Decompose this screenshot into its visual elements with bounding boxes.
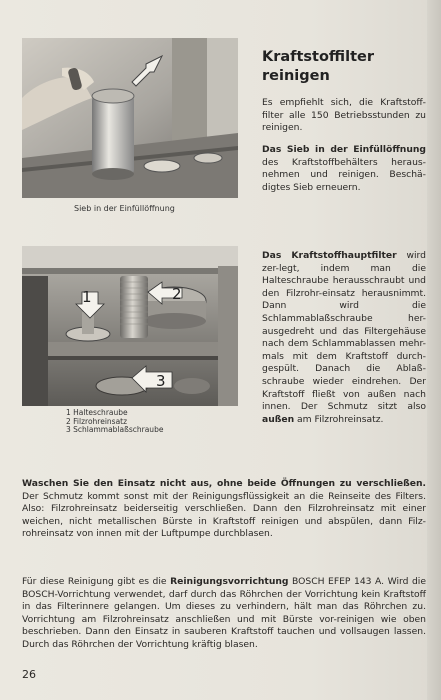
main-filter-bold-lead: Das Kraftstoffhauptfilter <box>262 250 397 261</box>
photo-sieve-caption: Sieb in der Einfüllöffnung <box>74 204 175 213</box>
callout-label-1: 1 <box>82 288 92 306</box>
device-bold: Reinigungsvorrichtung <box>170 576 289 587</box>
intro-paragraph: Es empfiehlt sich, die Kraftstoff-filter alle 150 Betriebsstunden zu reinigen. <box>262 97 426 134</box>
photo-sieve <box>22 38 238 198</box>
sieve-bold-lead: Das Sieb in der Einfüllöffnung <box>262 144 426 155</box>
sieve-paragraph <box>262 144 426 194</box>
page-edge-shadow <box>427 0 441 700</box>
main-filter-text-end: am Filzrohreinsatz. <box>297 413 384 425</box>
heading-line-2: reinigen <box>262 68 330 84</box>
main-filter-text: wird zer-legt, indem man die Halteschraube herausschraubt und den Filzrohr-einsatz herausnimmt. Dann wird die Schlammablaßschraube her-ausgedreht und das Filtergehäuse nach dem Schlammablassen mehr-mals mit dem Kraftstoff durch-gespült. Danach die Ablaß-schraube wieder eindrehen. Der Kraftstoff fließt von außen nach innen. Der Schmutz sitzt also <box>262 250 426 413</box>
main-filter-bold-end: außen <box>262 413 295 425</box>
main-filter-paragraph <box>262 250 426 426</box>
photo-filter-legend <box>66 409 163 435</box>
photo-main-filter <box>22 246 238 406</box>
device-text-before: Für diese Reinigung gibt es die <box>22 576 167 587</box>
legend-item-2: 2 Filzrohreinsatz <box>66 416 128 426</box>
warning-bold-lead: Waschen Sie den Einsatz nicht aus, ohne beide Öffnungen zu verschließen. <box>22 478 426 489</box>
sieve-text: des Kraftstoffbehälters heraus-nehmen und reinigen. Beschä-digtes Sieb erneuern. <box>262 156 426 193</box>
heading-line-1: Kraftstoffilter <box>262 49 374 65</box>
callout-label-3: 3 <box>156 372 166 390</box>
callout-label-2: 2 <box>172 285 182 303</box>
section-heading <box>262 48 422 86</box>
page-number: 26 <box>22 668 36 681</box>
legend-item-1: 1 Halteschraube <box>66 408 128 417</box>
device-paragraph <box>22 576 426 652</box>
warning-paragraph <box>22 478 426 541</box>
device-text: BOSCH EFEP 143 A. Wird die BOSCH-Vorrichtung verwendet, darf durch das Röhrchen der Vorrichtung kein Kraftstoff in das Filterinnere gelangen. Um dieses zu verhindern, hält man das Röhrchen zu. Vorrichtung am Filzrohreinsatz anschließen und mit Bürste vor-reinigen wie oben beschrieben. Dann den Einsatz in sauberen Kraftstoff tauchen und vollsaugen lassen. Durch das Röhrchen der Vorrichtung kräftig blasen. <box>22 576 427 650</box>
warning-text: Der Schmutz kommt sonst mit der Reinigungsflüssigkeit an die Reinseite des Filters. Also: Filzrohreinsatz beiderseitig verschließen. Dann den Filzrohreinsatz mit einer weichen, nicht metallischen Bürste in Kraftstoff reinigen und abspülen, dann Filz-rohreinsatz von innen mit der Luftpumpe durchblasen. <box>22 490 426 540</box>
legend-item-3: 3 Schlammablaßschraube <box>66 425 164 434</box>
